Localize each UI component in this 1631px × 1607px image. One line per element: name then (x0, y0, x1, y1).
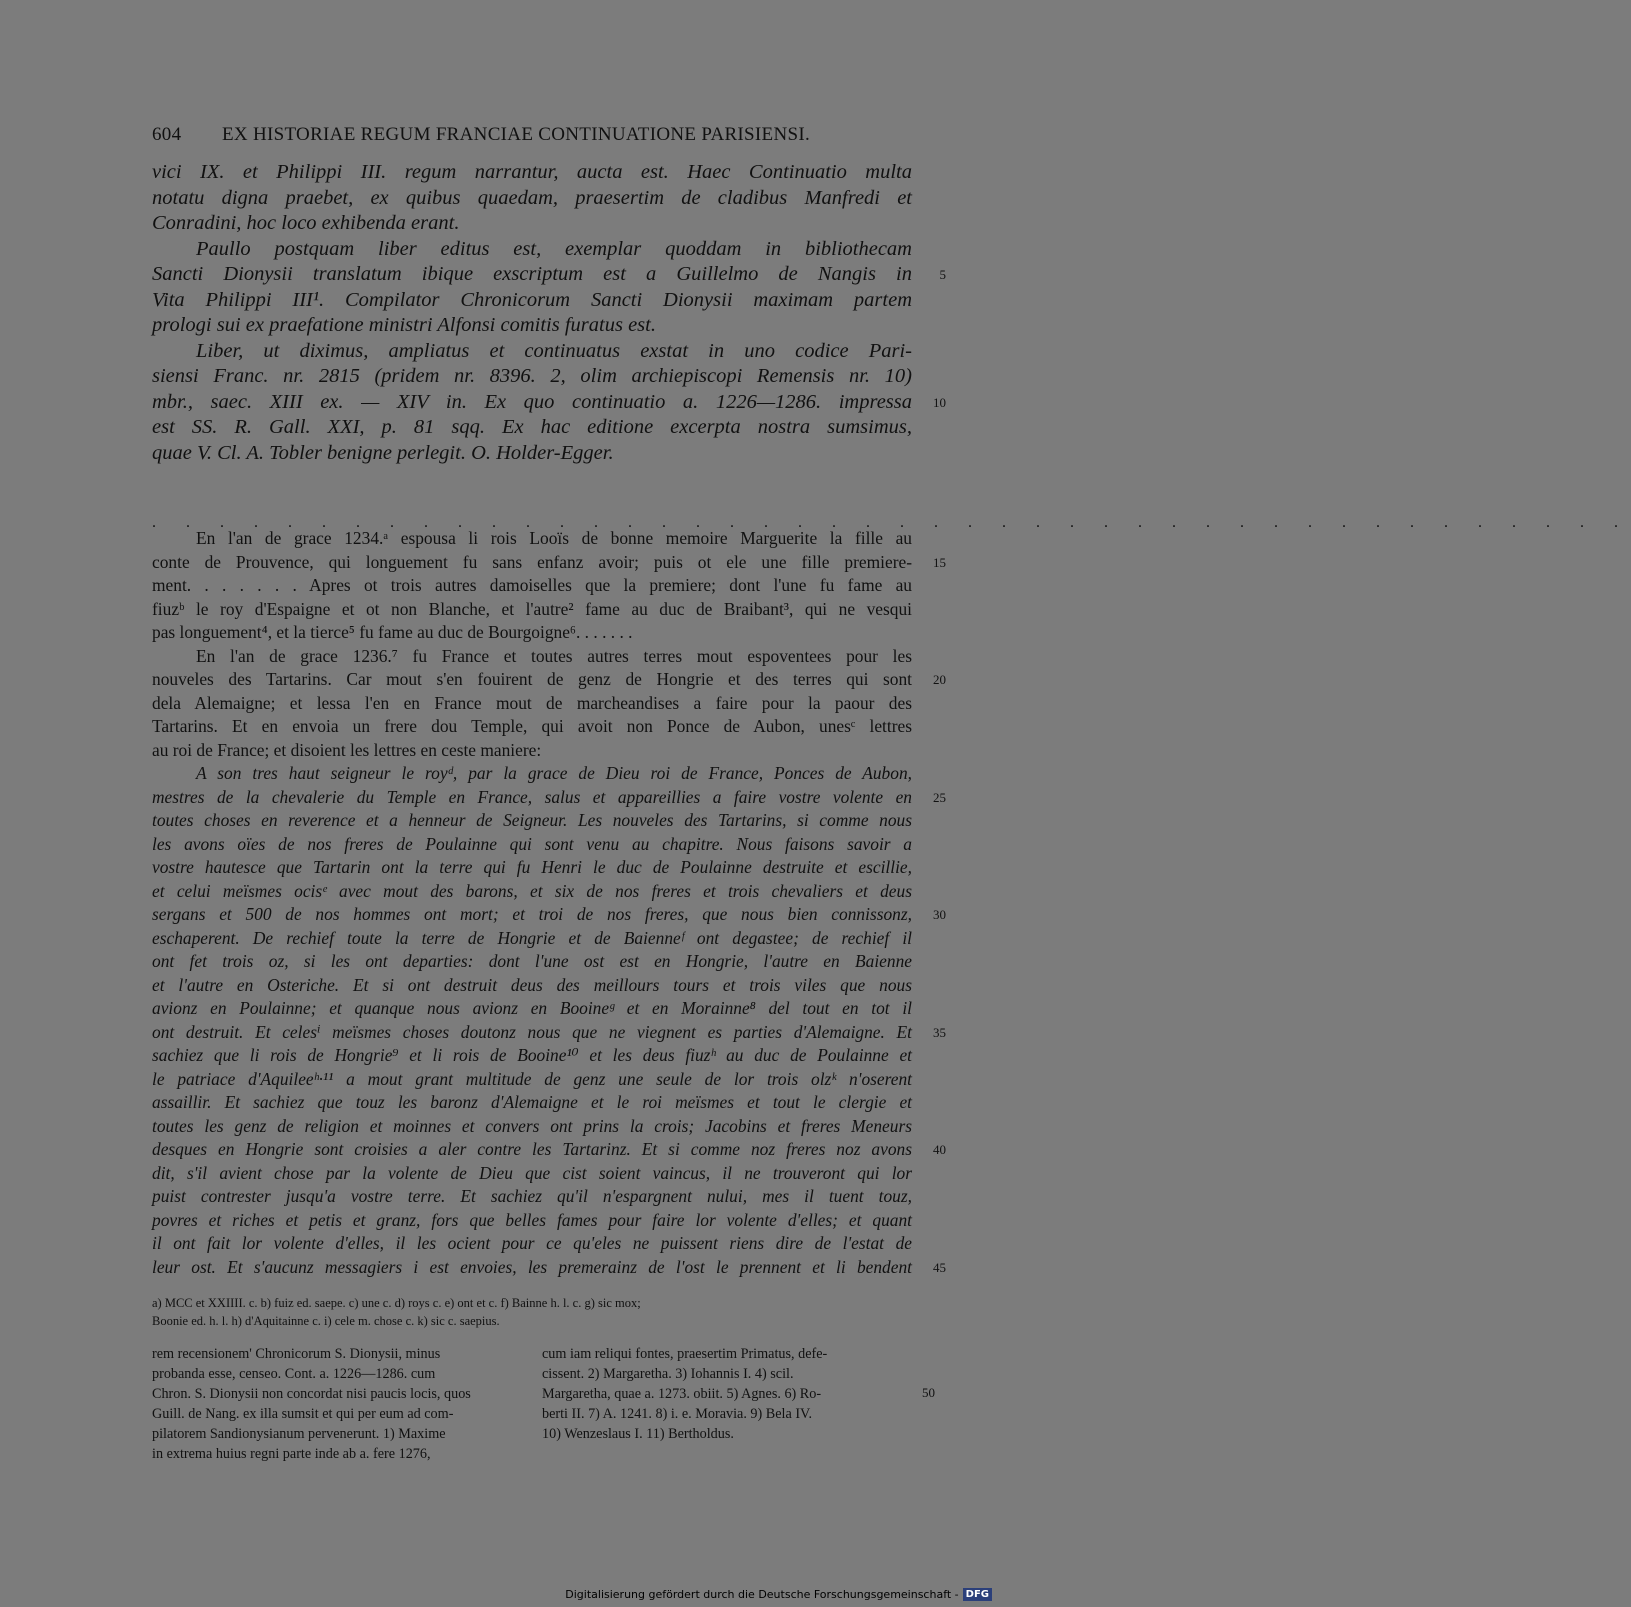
line-number: 45 (933, 1259, 946, 1275)
intro-line-text: mbr., saec. XIII ex. — XIV in. Ex quo continuatio a. 1226—1286. impressa (152, 390, 912, 413)
letter-line (152, 997, 912, 1021)
line-number: 15 (933, 554, 946, 570)
letter-line (152, 903, 946, 927)
intro-line (152, 364, 912, 390)
letter-line (152, 833, 912, 857)
chronicle-line (152, 739, 912, 763)
chronicle-line-text: pas longuement⁴, et la tierce⁵ fu fame au duc de Bourgoigne⁶. . . . . . . (152, 622, 633, 642)
letter-line (152, 1068, 912, 1092)
intro-line (152, 262, 946, 288)
footnote-line: in extrema huius regni parte inde ab a. fere 1276, (152, 1446, 431, 1462)
footnote-line: Guill. de Nang. ex illa sumsit et qui per eum ad com- (152, 1406, 454, 1422)
chronicle-line-text: En l'an de grace 1234.ᵃ espousa li rois Looïs de bonne memoire Marguerite la fille au (196, 528, 912, 548)
chronicle-line-text: conte de Prouvence, qui longuement fu sans enfanz avoir; puis ot ele une fille premiere- (152, 551, 912, 572)
letter-line (152, 1185, 912, 1209)
intro-line (152, 186, 912, 212)
letter-line-text: toutes choses en reverence et a henneur de Seigneur. Les nouveles des Tartarins, si comme nous (152, 810, 912, 830)
intro-line (152, 390, 946, 416)
letter-line (152, 1209, 912, 1233)
line-number: 35 (933, 1024, 946, 1040)
letter-line (152, 1091, 912, 1115)
footnote-line: pilatorem Sandionysianum pervenerunt. 1) Maxime (152, 1426, 446, 1442)
letter-line (152, 880, 912, 904)
chronicle-line-text: nouveles des Tartarins. Car mout s'en fouirent de genz de Hongrie et des terres qui sont (152, 669, 912, 689)
letter-line (152, 1115, 912, 1139)
footnote-line: cum iam reliqui fontes, praesertim Primatus, defe- (542, 1346, 828, 1362)
footnote-line: rem recensionem' Chronicorum S. Dionysii, minus (152, 1346, 441, 1362)
letter-line (152, 762, 912, 786)
chronicle-line (152, 551, 946, 575)
chronicle-line-text: au roi de France; et disoient les lettres en ceste maniere: (152, 739, 542, 760)
letter-line (152, 974, 912, 998)
letter-line-text: dit, s'il avient chose par la volente de Dieu que cist soient vaincus, il ne trouveront qui lor (152, 1162, 912, 1183)
intro-line (152, 288, 912, 314)
letter-line-text: sachiez que li rois de Hongrie⁹ et li rois de Booine¹⁰ et les deus fiuzʰ au duc de Poulainne et (152, 1045, 912, 1065)
letter-line (152, 809, 912, 833)
footnotes-right-column (542, 1344, 912, 1444)
chronicle-line (152, 645, 912, 669)
letter-line-text: eschaperent. De rechief toute la terre de Hongrie et de Baienneᶠ ont degastee; de rechief il (152, 927, 912, 948)
letter-line (152, 1021, 946, 1045)
chronicle-line (152, 715, 912, 739)
letter-line-text: leur ost. Et s'aucunz messagiers i est envoies, les premerainz de l'ost le prennent et li bendent (152, 1256, 912, 1277)
intro-line-text: prologi sui ex praefatione ministri Alfonsi comitis furatus est. (152, 314, 656, 336)
chronicle-line (152, 668, 946, 692)
footnote-line: 10) Wenzeslaus I. 11) Bertholdus. (542, 1426, 734, 1442)
intro-line (152, 415, 912, 441)
critical-apparatus (152, 1294, 912, 1330)
credit-text: Digitalisierung gefördert durch die Deutsche Forschungsgemeinschaft - (565, 1588, 959, 1601)
chronicle-text (152, 527, 946, 762)
intro-line (152, 160, 912, 186)
chronicle-line-text: En l'an de grace 1236.⁷ fu France et toutes autres terres mout espoventees pour les (196, 645, 912, 666)
footnote-line: cissent. 2) Margaretha. 3) Iohannis I. 4) scil. (542, 1366, 794, 1382)
letter-line-text: A son tres haut seigneur le royᵈ, par la grace de Dieu roi de France, Ponces de Aubon, (196, 763, 912, 783)
chronicle-line-text: Tartarins. Et en envoia un frere dou Temple, qui avoit non Ponce de Aubon, unesᶜ lettres (152, 716, 912, 736)
line-number: 10 (933, 394, 946, 410)
letter-line-text: il ont fait lor volente d'elles, il les ocient pour ce qu'eles ne puissent riens dire de l'estat de (152, 1233, 912, 1253)
letter-line-text: avionz en Poulainne; et quanque nous avionz en Booineᵍ et en Morainne⁸ del tout en tot il (152, 998, 912, 1018)
intro-line-text: quae V. Cl. A. Tobler benigne perlegit. O. Holder-Egger. (152, 441, 614, 464)
letter-line (152, 1162, 912, 1186)
letter-line (152, 1138, 946, 1162)
intro-line (152, 237, 912, 263)
chronicle-line (152, 574, 912, 598)
letter-line-text: desques en Hongrie sont croisies a aler contre les Tartarinz. Et si comme noz freres noz avons (152, 1139, 912, 1159)
intro-line-text: Liber, ut diximus, ampliatus et continuatus exstat in uno codice Pari- (196, 339, 912, 362)
letter-line (152, 786, 946, 810)
digitization-credit (565, 1588, 992, 1601)
letter-line (152, 927, 912, 951)
omission-separator: . . . . . . . . . . . . . . . . . . . . . . . . . . . . . . . . . . . . . . . . . . . . (152, 514, 1631, 531)
letter-line (152, 1256, 946, 1280)
intro-line-text: Vita Philippi III¹. Compilator Chronicorum Sancti Dionysii maximam partem (152, 288, 912, 311)
intro-line (152, 441, 912, 467)
line-number: 25 (933, 789, 946, 805)
letter-line-text: assaillir. Et sachiez que touz les baronz d'Alemaigne et le roi meïsmes et tout le clergie et (152, 1092, 912, 1112)
intro-line (152, 313, 912, 339)
intro-line-text: Conradini, hoc loco exhibenda erant. (152, 212, 460, 234)
intro-line-text: Paullo postquam liber editus est, exemplar quoddam in bibliothecam (196, 237, 912, 260)
editorial-introduction (152, 160, 946, 466)
letter-line (152, 1044, 912, 1068)
page-header (152, 124, 912, 146)
chronicle-line (152, 527, 912, 551)
letter-line-text: puist contrester jusqu'a vostre terre. Et sachiez qu'il n'espargnent nului, mes il tuent touz, (152, 1186, 912, 1206)
apparatus-line: a) MCC et XXIIII. c. b) fuiz ed. saepe. c) une c. d) roys c. e) ont et c. f) Bainne h. l. c. g) sic mox; (152, 1296, 641, 1310)
chronicle-line-text: dela Alemaigne; et lessa l'en en France mout de marcheandises a faire pour la paour des (152, 692, 912, 713)
footnotes-left-column (152, 1344, 528, 1464)
letter-line-text: mestres de la chevalerie du Temple en France, salus et appareillies a faire vostre volente en (152, 786, 912, 807)
letter-line-text: le patriace d'Aquileeʰ·¹¹ a mout grant multitude de genz une seule de lor trois olzᵏ n'oserent (152, 1068, 912, 1089)
chronicle-line-text: ment. . . . . . . Apres ot trois autres damoiselles que la premiere; dont l'une fu fame au (152, 575, 912, 595)
footnote-line: Margaretha, quae a. 1273. obiit. 5) Agnes. 6) Ro- (542, 1386, 822, 1402)
letter-line-text: sergans et 500 de nos hommes ont mort; et troi de nos freres, que nous bien connissonz, (152, 904, 912, 924)
chronicle-line (152, 621, 912, 645)
letter-line (152, 1232, 912, 1256)
running-title: EX HISTORIAE REGUM FRANCIAE CONTINUATIONE PARISIENSI. (222, 124, 811, 145)
chronicle-line (152, 598, 912, 622)
letter-line-text: toutes les genz de religion et moinnes et convers ont prins la crois; Jacobins et freres Meneurs (152, 1115, 912, 1136)
line-number: 5 (939, 267, 946, 282)
letter-line-text: et celui meïsmes ocisᵉ avec mout des barons, et six de nos freres et trois chevaliers et deus (152, 880, 912, 901)
intro-line (152, 211, 912, 237)
intro-line-text: Sancti Dionysii translatum ibique exscriptum est a Guillelmo de Nangis in (152, 263, 912, 285)
intro-line-text: vici IX. et Philippi III. regum narrantur, aucta est. Haec Continuatio multa (152, 161, 912, 183)
footnote-line: berti II. 7) A. 1241. 8) i. e. Moravia. 9) Bela IV. (542, 1406, 813, 1422)
dfg-logo: DFG (963, 1588, 992, 1601)
letter-line-text: vostre hautesce que Tartarin ont la terre qui fu Henri le duc de Poulainne destruite et escillie, (152, 857, 912, 877)
letter-line-text: povres et riches et petis et granz, fors que belles fames pour faire lor volente d'elles; et quant (152, 1209, 912, 1230)
apparatus-line: Boonie ed. h. l. h) d'Aquitainne c. i) cele m. chose c. k) sic c. saepius. (152, 1314, 500, 1328)
intro-line-text: notatu digna praebet, ex quibus quaedam, praesertim de cladibus Manfredi et (152, 186, 912, 209)
footnote-line-number: 50 (922, 1385, 935, 1400)
letter-line-text: les avons oïes de nos freres de Poulainne qui sont venu au chapitre. Nous faisons savoir a (152, 833, 912, 854)
letter-line-text: ont destruit. Et celesⁱ meïsmes choses doutonz nous que ne viegnent es parties d'Alemaigne. Et (152, 1021, 912, 1042)
line-number: 30 (933, 907, 946, 922)
line-number: 40 (933, 1142, 946, 1157)
letter-line (152, 856, 912, 880)
letter-line (152, 950, 912, 974)
page-number: 604 (152, 124, 182, 145)
footnote-line: Chron. S. Dionysii non concordat nisi paucis locis, quos (152, 1386, 471, 1402)
footnote-line: probanda esse, censeo. Cont. a. 1226—1286. cum (152, 1366, 436, 1382)
chronicle-line (152, 692, 912, 716)
line-number: 20 (933, 672, 946, 687)
letter-line-text: ont fet trois oz, si les ont departies: dont l'une ost est en Hongrie, l'autre en Baienne (152, 951, 912, 971)
intro-line-text: est SS. R. Gall. XXI, p. 81 sqq. Ex hac editione excerpta nostra sumsimus, (152, 416, 912, 438)
letter-line-text: et l'autre en Osteriche. Et si ont destruit deus des meillours tours et trois viles que nous (152, 974, 912, 995)
chronicle-line-text: fiuzᵇ le roy d'Espaigne et ot non Blanche, et l'autre² fame au duc de Braibant³, qui ne vesqui (152, 598, 912, 619)
intro-line (152, 339, 912, 365)
templar-letter-text (152, 762, 946, 1279)
intro-line-text: siensi Franc. nr. 2815 (pridem nr. 8396. 2, olim archiepiscopi Remensis nr. 10) (152, 365, 912, 387)
